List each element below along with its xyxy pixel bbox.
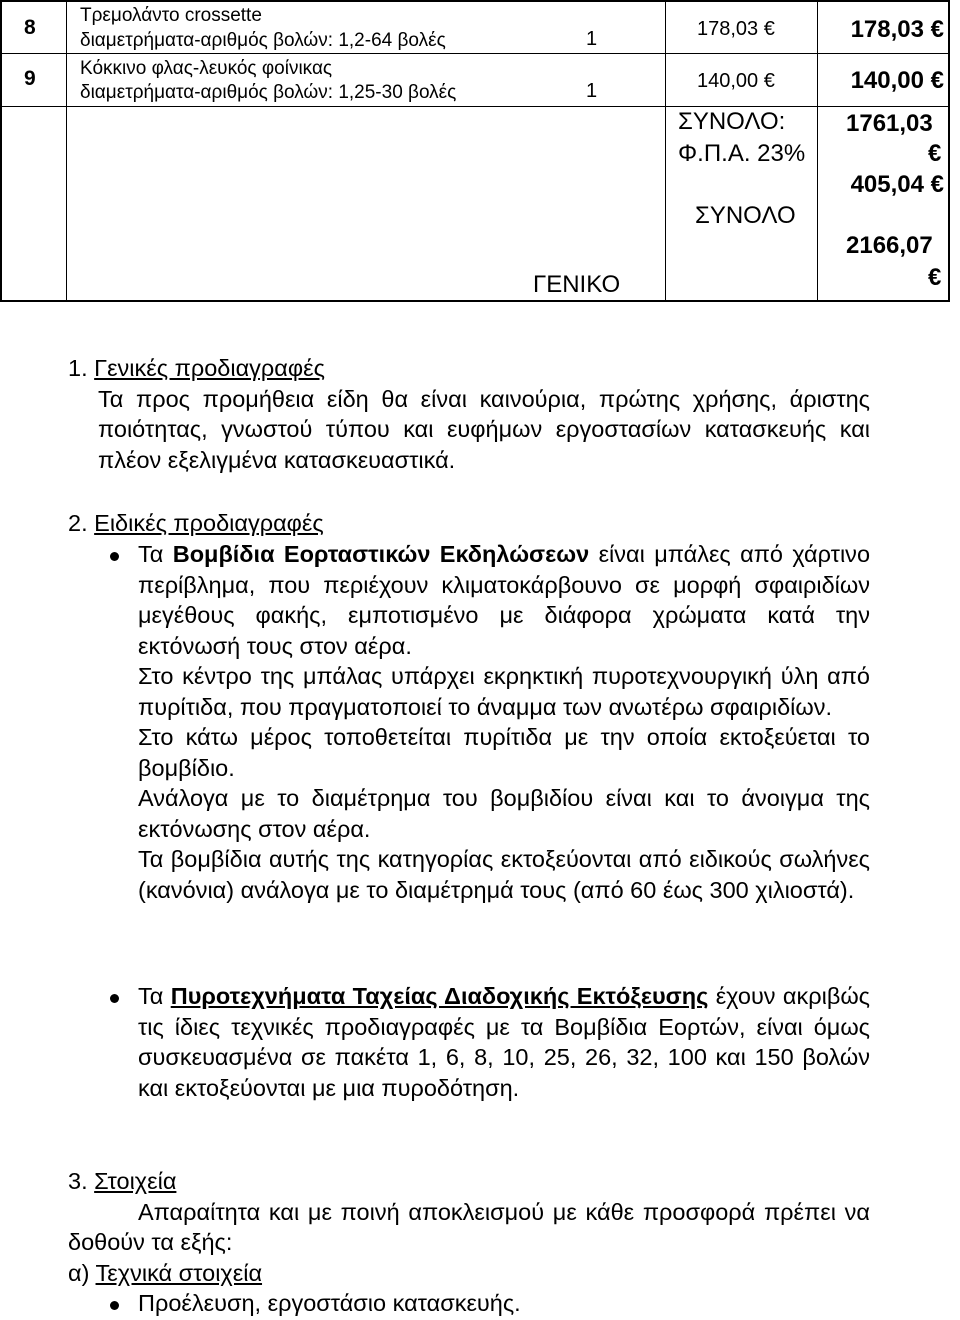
item-quantity: 1 [586, 80, 598, 102]
vat-value: 405,04 € [850, 171, 944, 198]
bullet-paragraph [138, 981, 870, 1103]
table-row-divider [0, 106, 950, 107]
section-number: 1. [68, 355, 88, 381]
bullet-paragraph: Τα βομβίδια αυτής της κατηγορίας εκτοξεύονται από ειδικούς σωλήνες (κανόνια) ανάλογα με το διαμέτρημά τους (από 60 έως 300 χιλιοστά). [138, 846, 870, 903]
table-border-top [0, 0, 950, 2]
bullet-icon [110, 1301, 119, 1310]
subtotal-currency: € [928, 140, 942, 167]
table-border-right [948, 0, 950, 302]
text-run: Τα [138, 983, 171, 1009]
subsection-label: α) [68, 1259, 90, 1286]
table-row-divider [0, 53, 950, 54]
subsection-title: Τεχνικά στοιχεία [95, 1259, 263, 1286]
subsection-heading [68, 1258, 870, 1289]
general-label: ΓΕΝΙΚΟ [533, 271, 621, 298]
unit-price: 178,03 € [697, 18, 775, 40]
row-total: 178,03 € [850, 16, 944, 43]
section-title: Ειδικές προδιαγραφές [94, 510, 324, 536]
section-number: 3. [68, 1168, 88, 1194]
bullet-paragraph: Ανάλογα με το διαμέτρημα του βομβιδίου είναι και το άνοιγμα της εκτόνωσης στον αέρα. [138, 785, 870, 842]
item-name: Κόκκινο φλας-λευκός φοίνικας [80, 58, 333, 79]
section-paragraph: Τα προς προμήθεια είδη θα είναι καινούρια, πρώτης χρήσης, άριστης ποιότητας, γνωστού τύπου και ευφήμων εργοστασίων κατασκευής και πλέον εξελιγμένα κατασκευαστικά. [98, 385, 870, 473]
bullet-list-item [138, 981, 870, 1103]
subtotal-value: 1761,03 [846, 110, 933, 137]
section-title: Στοιχεία [94, 1168, 177, 1194]
grand-total-label: ΣΥΝΟΛΟ [695, 202, 796, 229]
item-name: Τρεμολάντο crossette [80, 5, 262, 26]
table-border-bottom [0, 300, 950, 302]
section-documents [68, 1166, 870, 1288]
row-total: 140,00 € [850, 67, 944, 94]
grand-total-value: 2166,07 [846, 232, 933, 259]
text-run: έχουν ακριβώς τις ίδιες τεχνικές προδιαγραφές με τα Βομβίδια Εορτών, είναι όμως συσκευασμένα σε πακέτα 1, 6, 8, 10, 25, 26, 32, 100 και 150 βολών και εκτοξεύονται με μια πυροδότηση. [138, 983, 871, 1101]
item-detail: διαμετρήματα-αριθμός βολών: 1,2-64 βολές [80, 30, 446, 51]
product-name: Πυροτεχνήματα Ταχείας Διαδοχικής Εκτόξευσης [170, 983, 709, 1009]
vat-label: Φ.Π.Α. 23% [678, 140, 806, 167]
text-run: Τα [138, 541, 173, 567]
table-border-left [0, 0, 2, 302]
table-col-divider [817, 0, 818, 302]
row-number: 9 [24, 67, 36, 90]
bullet-paragraph: Στο κέντρο της μπάλας υπάρχει εκρηκτική πυροτεχνουργική ύλη από πυρίτιδα, που πραγματοποιεί το άναμμα των ανωτέρω σφαιριδίων. [138, 663, 870, 720]
subtotal-label: ΣΥΝΟΛΟ: [678, 108, 786, 135]
text-run: είναι μπάλες από χάρτινο περίβλημα, που περιέχουν κλιματοκάρβουνο σε μορφή σφαιριδίων μεγέθους φακής, εμποτισμένο με διάφορα χρώματα κατά την εκτόνωσή τους στον αέρα. [138, 541, 871, 659]
bullet-icon [110, 994, 119, 1003]
item-detail: διαμετρήματα-αριθμός βολών: 1,25-30 βολές [80, 82, 457, 103]
section-special-specs [68, 508, 870, 539]
bullet-paragraph: Στο κάτω μέρος τοποθετείται πυρίτιδα με την οποία εκτοξεύεται το βομβίδιο. [138, 724, 870, 781]
bullet-list-item [138, 539, 870, 905]
grand-total-currency: € [928, 264, 942, 291]
unit-price: 140,00 € [697, 70, 775, 92]
section-title: Γενικές προδιαγραφές [94, 355, 325, 381]
item-quantity: 1 [586, 28, 598, 50]
bullet-icon [110, 552, 119, 561]
table-col-divider [66, 0, 67, 302]
section-number: 2. [68, 510, 88, 536]
section-paragraph: Απαραίτητα και με ποινή αποκλεισμού με κάθε προσφορά πρέπει να δοθούν τα εξής: [68, 1198, 870, 1255]
bullet-list-item: Προέλευση, εργοστάσιο κατασκευής. [138, 1290, 521, 1316]
table-col-divider [665, 0, 666, 302]
bullet-paragraph [138, 539, 870, 661]
product-name: Βομβίδια Εορταστικών Εκδηλώσεων [172, 541, 590, 567]
section-general-specs [68, 353, 870, 475]
row-number: 8 [24, 16, 36, 39]
